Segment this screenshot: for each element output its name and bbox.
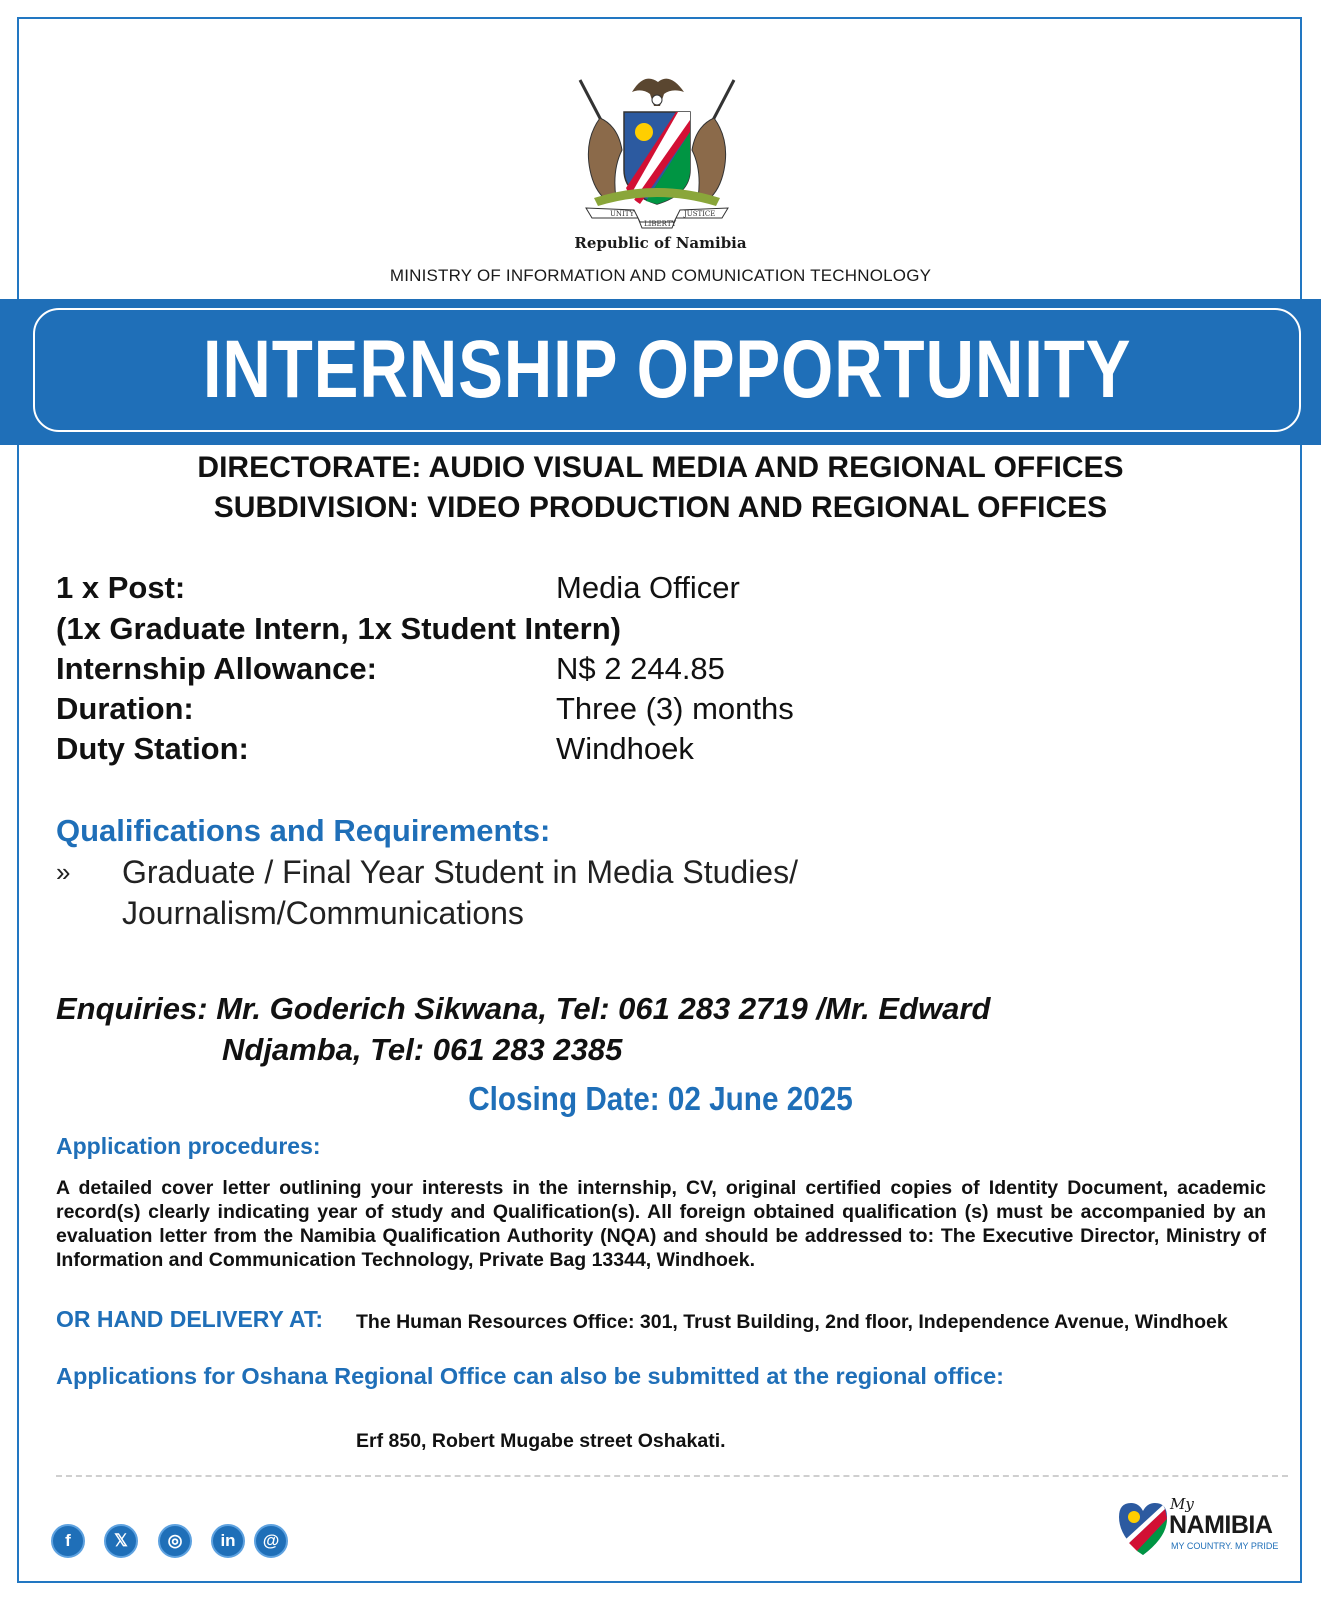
hand-delivery-label: OR HAND DELIVERY AT: bbox=[56, 1306, 324, 1332]
bullet-marker: » bbox=[56, 857, 71, 887]
subdivision-line: SUBDIVISION: VIDEO PRODUCTION AND REGIONAL OFFICES bbox=[213, 491, 1108, 524]
intern-split-row bbox=[56, 611, 621, 647]
duty-station-row bbox=[56, 731, 694, 767]
application-procedures-heading: Application procedures: bbox=[56, 1133, 321, 1159]
allowance-row bbox=[56, 651, 725, 687]
page-title: INTERNSHIP OPPORTUNITY bbox=[202, 324, 1132, 415]
my-namibia-logo bbox=[1115, 1497, 1285, 1561]
heart-flag-icon bbox=[1117, 1499, 1169, 1557]
qualification-item: Graduate / Final Year Student in Media Studies/ Journalism/Communications bbox=[122, 854, 798, 931]
brand-name: NAMIBIA bbox=[1169, 1511, 1273, 1539]
brand-tagline: MY COUNTRY. MY PRIDE bbox=[1171, 1541, 1279, 1551]
motto-liberty: LIBERTY bbox=[644, 220, 677, 228]
linkedin-icon[interactable]: in bbox=[211, 1524, 245, 1558]
duration-value: Three (3) months bbox=[556, 691, 794, 726]
duty-station-value: Windhoek bbox=[556, 731, 694, 766]
allowance-label: Internship Allowance: bbox=[56, 651, 377, 686]
republic-heading: Republic of Namibia bbox=[574, 234, 747, 252]
hand-delivery-address: The Human Resources Office: 301, Trust Building, 2nd floor, Independence Avenue, Windhoek bbox=[356, 1311, 1228, 1333]
closing-date: Closing Date: 02 June 2025 bbox=[468, 1080, 853, 1117]
facebook-icon[interactable]: f bbox=[51, 1524, 85, 1558]
title-banner-frame bbox=[33, 308, 1301, 432]
enquiries-line-2: Ndjamba, Tel: 061 283 2385 bbox=[222, 1032, 623, 1067]
directorate-line: DIRECTORATE: AUDIO VISUAL MEDIA AND REGIONAL OFFICES bbox=[197, 451, 1124, 484]
post-row bbox=[56, 570, 740, 606]
duty-station-label: Duty Station: bbox=[56, 731, 249, 766]
motto-unity: UNITY bbox=[610, 210, 635, 218]
motto-justice: JUSTICE bbox=[684, 210, 716, 218]
application-procedures-text: A detailed cover letter outlining your interests in the internship, CV, original certified copies of Identity Document, academic record(s) clearly indicating year of study and Qualification(s). All foreign obtained qualification (s) must be accompanied by an evaluation letter from the Namibia Qualification Authority (NQA) and should be addressed to: The Executive Director, Ministry of Information and Communication Technology, Private Bag 13344, Windhoek. bbox=[56, 1177, 1266, 1271]
oshana-office-note: Applications for Oshana Regional Office can also be submitted at the regional office: bbox=[56, 1363, 1004, 1389]
threads-icon[interactable]: @ bbox=[254, 1524, 288, 1558]
duration-label: Duration: bbox=[56, 691, 194, 726]
instagram-icon[interactable]: ◎ bbox=[158, 1524, 192, 1558]
allowance-value: N$ 2 244.85 bbox=[556, 651, 725, 686]
post-label: 1 x Post: bbox=[56, 570, 186, 605]
coat-of-arms-emblem bbox=[572, 70, 742, 230]
qualifications-heading: Qualifications and Requirements: bbox=[56, 813, 551, 848]
enquiries-line-1: Enquiries: Mr. Goderich Sikwana, Tel: 061 283 2719 /Mr. Edward bbox=[56, 991, 991, 1026]
brand-my: My bbox=[1170, 1495, 1194, 1513]
title-banner bbox=[0, 299, 1321, 445]
ministry-heading: MINISTRY OF INFORMATION AND COMUNICATION TECHNOLOGY bbox=[389, 266, 932, 285]
footer-divider bbox=[56, 1475, 1288, 1477]
post-value: Media Officer bbox=[556, 570, 740, 605]
intern-split-text: (1x Graduate Intern, 1x Student Intern) bbox=[56, 611, 621, 646]
x-icon[interactable]: 𝕏 bbox=[104, 1524, 138, 1558]
oshana-office-address: Erf 850, Robert Mugabe street Oshakati. bbox=[356, 1430, 726, 1452]
duration-row bbox=[56, 691, 794, 727]
